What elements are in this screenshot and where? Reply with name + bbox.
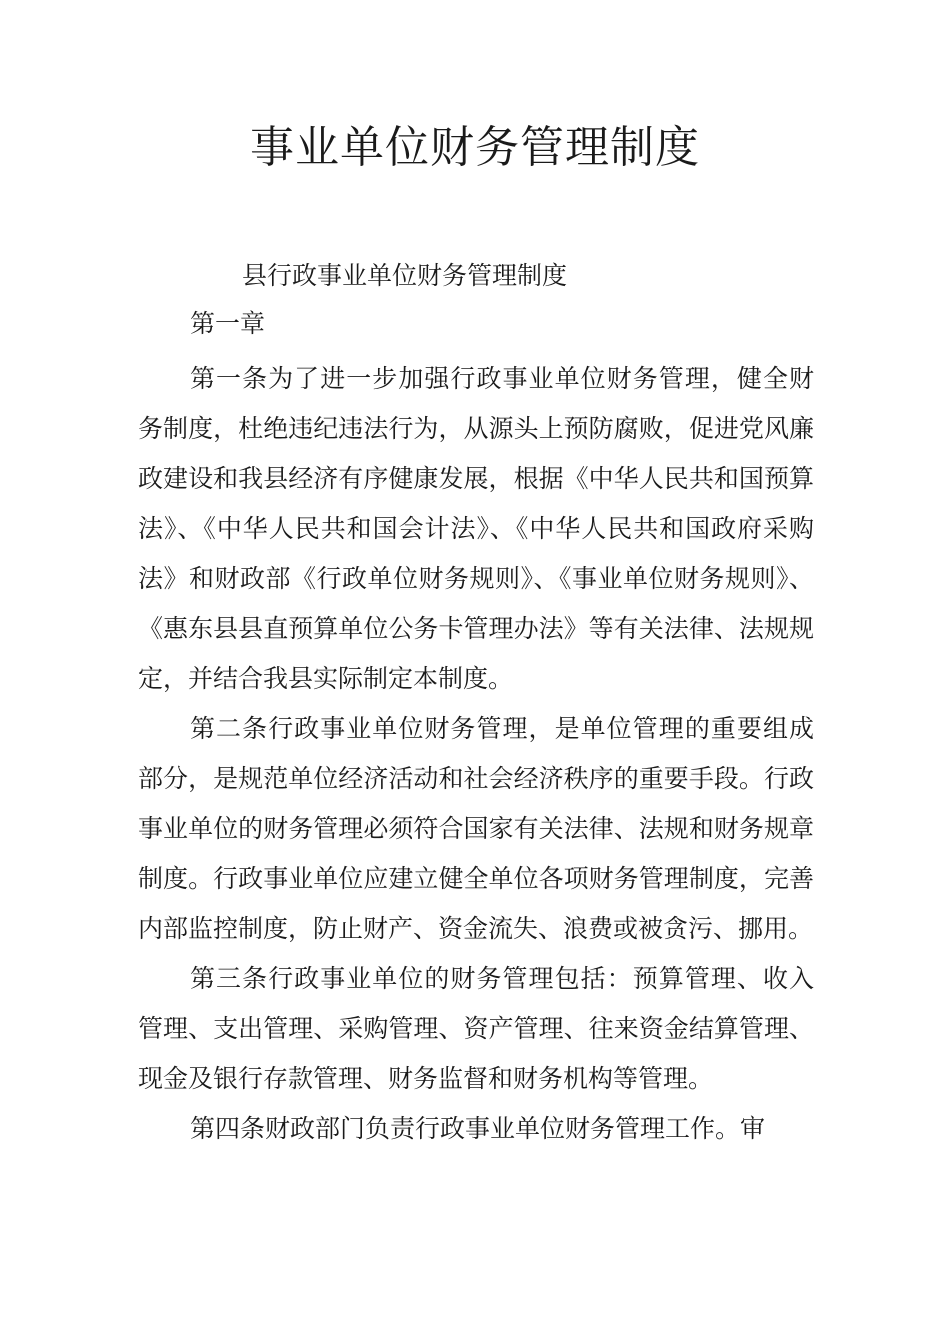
document-body	[138, 354, 814, 1154]
document-subtitle: 县行政事业单位财务管理制度	[242, 261, 568, 290]
chapter-heading: 第一章	[190, 309, 266, 338]
article-4-paragraph: 第四条财政部门负责行政事业单位财务管理工作。审	[190, 1114, 766, 1143]
article-2-paragraph: 第二条行政事业单位财务管理，是单位管理的重要组成部分，是规范单位经济活动和社会经济秩序的重要手段。行政事业单位的财务管理必须符合国家有关法律、法规和财务规章制度。行政事业单位应建立健全单位各项财务管理制度，完善内部监控制度，防止财产、资金流失、浪费或被贪污、挪用。	[138, 714, 814, 943]
document-title: 事业单位财务管理制度	[250, 122, 700, 173]
article-3-paragraph: 第三条行政事业单位的财务管理包括：预算管理、收入管理、支出管理、采购管理、资产管理、往来资金结算管理、现金及银行存款管理、财务监督和财务机构等管理。	[138, 964, 814, 1093]
article-1-paragraph: 第一条为了进一步加强行政事业单位财务管理，健全财务制度，杜绝违纪违法行为，从源头上预防腐败，促进党风廉政建设和我县经济有序健康发展，根据《中华人民共和国预算法》、《中华人民共和国会计法》、《中华人民共和国政府采购法》和财政部《行政单位财务规则》、《事业单位财务规则》、《惠东县县直预算单位公务卡管理办法》等有关法律、法规规定，并结合我县实际制定本制度。	[138, 364, 814, 693]
